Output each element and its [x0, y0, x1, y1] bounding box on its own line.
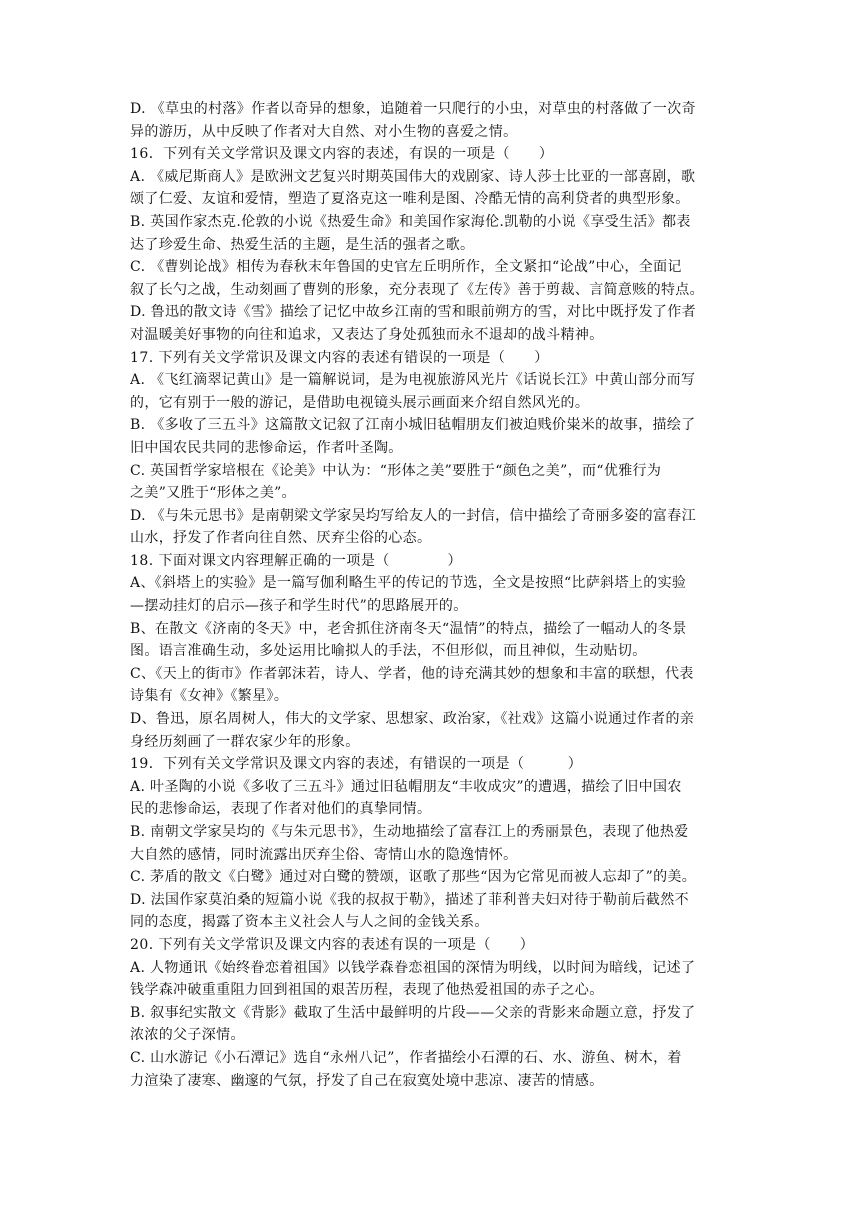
text-line: D、鲁迅，原名周树人，伟大的文学家、思想家、政治家，《社戏》这篇小说通过作者的亲 [130, 711, 695, 728]
question-20 [130, 934, 744, 1092]
text-line: 图。语言准确生动，多处运用比喻拟人的手法，不但形似，而且神似，生动贴切。 [130, 643, 647, 660]
text-line: A. 《飞红滴翠记黄山》是一篇解说词，是为电视旅游风光片《话说长江》中黄山部分而写 [130, 372, 696, 389]
text-line: C. 山水游记《小石潭记》选自“永州八记”，作者描绘小石潭的石、水、游鱼、树木，着 [130, 1049, 682, 1066]
text-line: C. 茅盾的散文《白鹭》通过对白鹭的赞颂，讴歌了那些“因为它常见而被人忘却了”的美。 [130, 869, 697, 886]
text-line: 钱学森冲破重重阻力回到祖国的艰苦历程，表现了他热爱祖国的赤子之心。 [130, 982, 604, 999]
text-line: B. 《多收了三五斗》这篇散文记叙了江南小城旧毡帽朋友们被迫贱价粜米的故事，描绘了 [130, 417, 696, 434]
text-line: 达了珍爱生命、热爱生活的主题，是生活的强者之歌。 [130, 236, 475, 253]
text-line: A. 《威尼斯商人》是欧洲文艺复兴时期英国伟大的戏剧家、诗人莎士比亚的一部喜剧，歌 [130, 168, 696, 185]
text-line: 身经历刻画了一群农家少年的形象。 [130, 733, 360, 750]
question-stem: 20. 下列有关文学常识及课文内容的表述有误的一项是（ ） [130, 936, 535, 953]
text-line: A. 叶圣陶的小说《多收了三五斗》通过旧毡帽朋友“丰收成灾”的遭遇，描绘了旧中国农 [130, 778, 682, 795]
text-line: B、在散文《济南的冬天》中，老舍抓住济南冬天“温情”的特点，描绘了一幅动人的冬景 [130, 620, 687, 637]
text-line: C、《天上的街市》作者郭沫若，诗人、学者，他的诗充满其妙的想象和丰富的联想，代表 [130, 665, 694, 682]
text-line: B. 英国作家杰克.伦敦的小说《热爱生命》和美国作家海伦.凯勒的小说《享受生活》都表 [130, 213, 691, 230]
question-stem: 19．下列有关文学常识及课文内容的表述，有错误的一项是（ ） [130, 756, 583, 773]
text-line: 之美”又胜于“形体之美”。 [130, 485, 297, 502]
question-19 [130, 753, 744, 934]
option-15d [130, 98, 744, 143]
question-stem: 16．下列有关文学常识及课文内容的表述，有误的一项是（ ） [130, 146, 554, 163]
text-line: D. 《与朱元思书》是南朝梁文学家吴均写给友人的一封信，信中描绘了奇丽多姿的富春江 [130, 507, 696, 524]
text-line: 同的态度，揭露了资本主义社会人与人之间的金钱关系。 [130, 914, 489, 931]
text-line: 大自然的感情，同时流露出厌弃尘俗、寄情山水的隐逸情怀。 [130, 846, 518, 863]
question-17 [130, 347, 744, 550]
text-line: 异的游历，从中反映了作者对大自然、对小生物的喜爱之情。 [130, 123, 518, 140]
text-line: B. 南朝文学家吴均的《与朱元思书》，生动地描绘了富春江上的秀丽景色，表现了他热爱 [130, 824, 689, 840]
text-line: A、《斜塔上的实验》是一篇写伽利略生平的传记的节选，全文是按照“比萨斜塔上的实验 [130, 575, 687, 592]
text-line: 山水，抒发了作者向往自然、厌弃尘俗的心态。 [130, 530, 432, 547]
text-line: 浓浓的父子深情。 [130, 1027, 245, 1044]
text-line: 旧中国农民共同的悲惨命运，作者叶圣陶。 [130, 439, 403, 456]
text-line: 力渲染了凄寒、幽邃的气氛，抒发了自己在寂寞处境中悲凉、凄苦的情感。 [130, 1072, 604, 1089]
text-line: D. 《草虫的村落》作者以奇异的想象，追随着一只爬行的小虫，对草虫的村落做了一次奇 [130, 101, 696, 117]
text-line: A. 人物通讯《始终眷恋着祖国》以钱学森眷恋祖国的深情为明线，以时间为暗线，记述了 [130, 959, 696, 976]
text-line: D. 法国作家莫泊桑的短篇小说《我的叔叔于勒》，描述了菲利普夫妇对待于勒前后截然不 [130, 891, 689, 908]
text-line: 对温暖美好事物的向往和追求，又表达了身处孤独而永不退却的战斗精神。 [130, 326, 604, 343]
text-line: 诗集有《女神》《繁星》。 [130, 688, 289, 705]
question-stem: 18. 下面对课文内容理解正确的一项是（ ） [130, 552, 462, 569]
document-page [130, 98, 744, 1092]
question-stem: 17. 下列有关文学常识及课文内容的表述有错误的一项是（ ） [130, 349, 549, 366]
text-line: B. 叙事纪实散文《背影》截取了生活中最鲜明的片段——父亲的背影来命题立意，抒发了 [130, 1004, 696, 1021]
question-16 [130, 143, 744, 346]
text-line: D. 鲁迅的散文诗《雪》描绘了记忆中故乡江南的雪和眼前朔方的雪，对比中既抒发了作者 [130, 304, 696, 321]
text-line: 颂了仁爱、友谊和爱情，塑造了夏洛克这一唯利是图、冷酷无情的高利贷者的典型形象。 [130, 191, 690, 208]
text-line: 叙了长勺之战，生动刻画了曹刿的形象，充分表现了《左传》善于剪裁、言简意赅的特点。 [130, 281, 704, 298]
question-18 [130, 550, 744, 753]
text-line: C. 《曹刿论战》相传为春秋末年鲁国的史官左丘明所作，全文紧扣“论战”中心，全面记 [130, 259, 682, 276]
text-line: —摆动挂灯的启示—孩子和学生时代”的思路展开的。 [130, 598, 468, 615]
text-line: 的，它有别于一般的游记，是借助电视镜头展示画面来介绍自然风光的。 [130, 394, 590, 411]
text-line: 民的悲惨命运，表现了作者对他们的真挚同情。 [130, 801, 432, 818]
text-line: C. 英国哲学家培根在《论美》中认为：“形体之美”要胜于“颜色之美”，而“优雅行为 [130, 462, 662, 479]
